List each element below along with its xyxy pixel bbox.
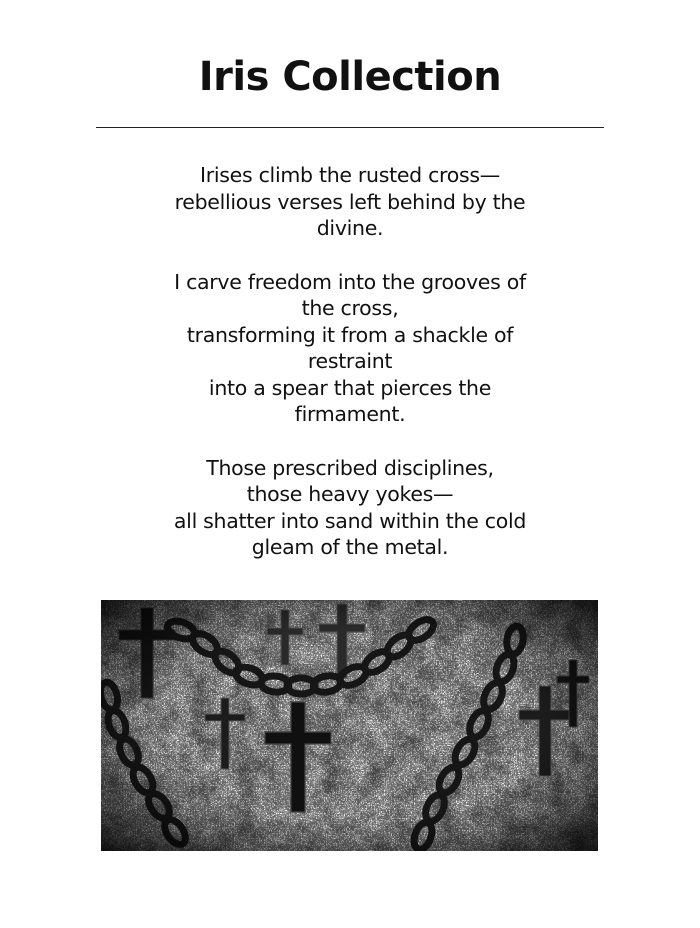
poem-text <box>140 162 560 588</box>
title-divider <box>96 127 604 128</box>
poem-line: those heavy yokes— <box>246 482 454 506</box>
page-title: Iris Collection <box>198 54 502 100</box>
poem-stanza-3 <box>140 455 560 561</box>
poem-line: all shatter into sand within the cold <box>173 508 527 533</box>
poem-line: the cross, <box>301 296 399 320</box>
poem-stanza-1 <box>140 162 560 242</box>
poem-stanza-2 <box>140 269 560 428</box>
poem-line: Irises climb the rusted cross— <box>200 163 500 187</box>
poem-line: gleam of the metal. <box>251 535 449 559</box>
crosses-chains-image <box>101 600 598 851</box>
poem-line: rebellious verses left behind by the <box>174 189 526 214</box>
poem-line: transforming it from a shackle of <box>186 322 514 347</box>
poem-line: divine. <box>316 216 384 240</box>
poem-line: I carve freedom into the grooves of <box>174 269 526 294</box>
poem-line: Those prescribed disciplines, <box>206 455 494 480</box>
poem-line: restraint <box>307 349 393 373</box>
poem-line: firmament. <box>294 402 406 426</box>
poem-line: into a spear that pierces the <box>208 375 492 400</box>
